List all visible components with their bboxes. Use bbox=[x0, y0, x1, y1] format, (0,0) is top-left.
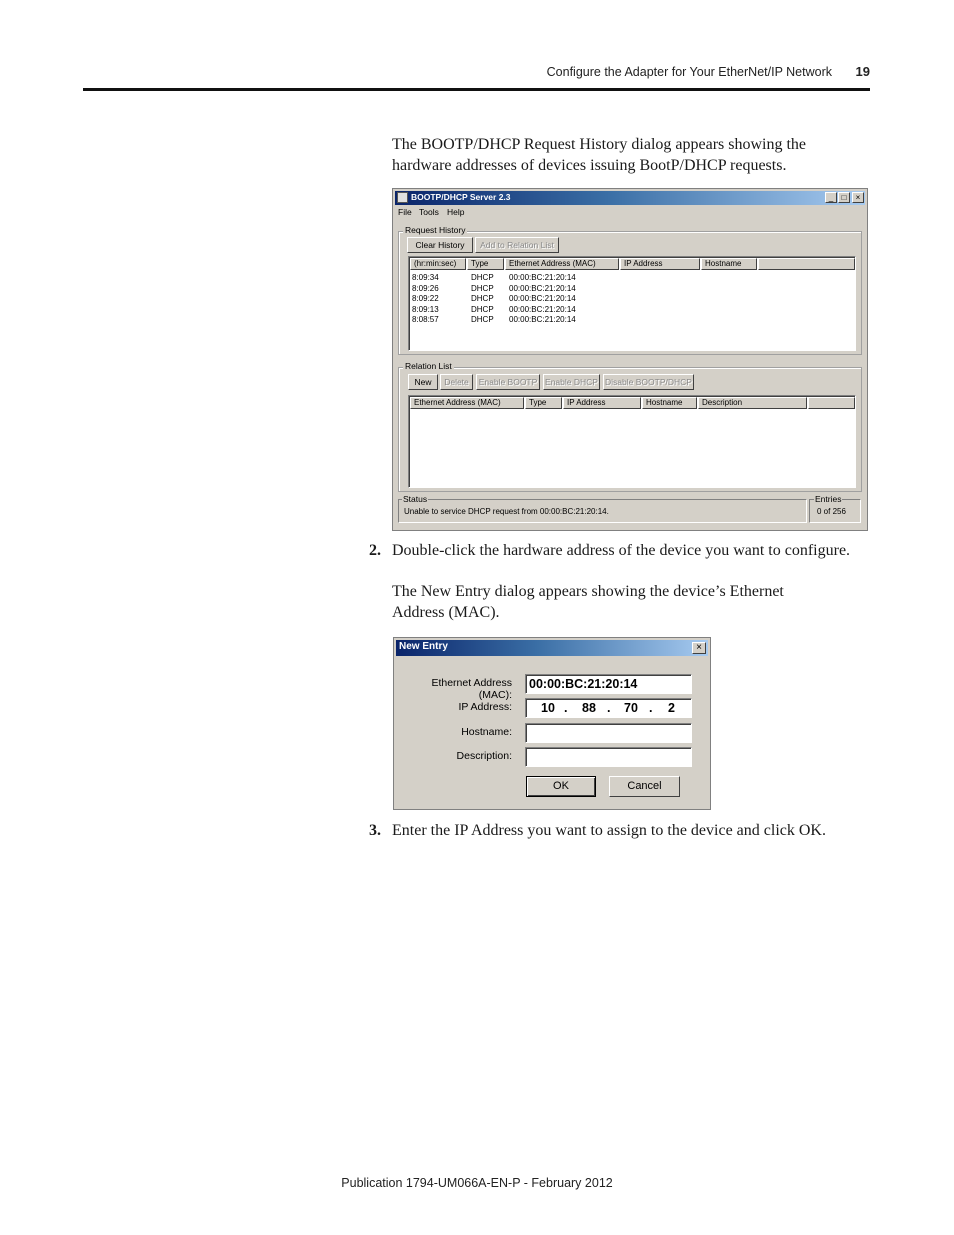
new-entry-title: New Entry bbox=[399, 641, 448, 652]
col-mac[interactable]: Ethernet Address (MAC) bbox=[505, 258, 619, 270]
col-time[interactable]: (hr:min:sec) bbox=[410, 258, 466, 270]
col-ip[interactable]: IP Address bbox=[563, 397, 641, 409]
hostname-field[interactable] bbox=[525, 723, 692, 743]
col-ip[interactable]: IP Address bbox=[620, 258, 700, 270]
ip-octet-4: 2 bbox=[668, 701, 675, 715]
new-entry-paragraph: The New Entry dialog appears showing the device’s Ethernet Address (MAC). bbox=[392, 583, 784, 621]
enable-dhcp-button[interactable]: Enable DHCP bbox=[543, 374, 600, 390]
ip-octet-3: 70 bbox=[624, 701, 638, 715]
step-3-number: 3. bbox=[369, 822, 381, 839]
col-filler bbox=[808, 397, 855, 409]
description-label: Description: bbox=[456, 750, 512, 762]
ip-address-field[interactable] bbox=[525, 698, 692, 718]
step-3-text: Enter the IP Address you want to assign to the device and click OK. bbox=[392, 822, 826, 839]
publication-footer: Publication 1794-UM066A-EN-P - February 2012 bbox=[341, 1176, 613, 1190]
hostname-label: Hostname: bbox=[461, 726, 512, 738]
request-history-label: Request History bbox=[405, 225, 466, 235]
col-type[interactable]: Type bbox=[467, 258, 504, 270]
close-icon[interactable]: × bbox=[852, 192, 864, 203]
clear-history-button[interactable]: Clear History bbox=[407, 237, 473, 253]
row-type[interactable]: DHCP bbox=[471, 273, 494, 282]
ip-separator: . bbox=[649, 701, 653, 715]
entries-count: 0 of 256 bbox=[817, 507, 846, 516]
bootp-window-title: BOOTP/DHCP Server 2.3 bbox=[411, 192, 511, 202]
relation-list-label: Relation List bbox=[405, 361, 452, 371]
ip-label: IP Address: bbox=[458, 701, 512, 713]
header-rule bbox=[83, 88, 870, 91]
description-field[interactable] bbox=[525, 747, 692, 767]
row-type[interactable]: DHCP bbox=[471, 315, 494, 325]
page-number: 19 bbox=[855, 64, 870, 79]
col-type[interactable]: Type bbox=[525, 397, 562, 409]
row-mac[interactable]: 00:00:BC:21:20:14 bbox=[509, 304, 576, 314]
app-icon bbox=[397, 192, 408, 203]
status-label: Status bbox=[403, 494, 428, 504]
row-mac[interactable]: 00:00:BC:21:20:14 bbox=[509, 283, 576, 293]
ip-octet-1: 10 bbox=[541, 701, 555, 715]
status-text: Unable to service DHCP request from 00:00:BC:21:20:14. bbox=[404, 507, 609, 516]
add-to-relation-list-button[interactable]: Add to Relation List bbox=[475, 237, 559, 253]
row-time[interactable]: 8:09:26 bbox=[412, 283, 439, 293]
mac-field[interactable]: 00:00:BC:21:20:14 bbox=[525, 674, 692, 694]
row-mac[interactable]: 00:00:BC:21:20:14 bbox=[509, 315, 576, 325]
new-entry-dialog bbox=[393, 637, 711, 810]
row-time[interactable]: 8:09:34 bbox=[412, 273, 439, 282]
mac-label: Ethernet Address (MAC): bbox=[431, 677, 512, 701]
new-button[interactable]: New bbox=[408, 374, 438, 390]
col-hostname[interactable]: Hostname bbox=[701, 258, 757, 270]
relation-list[interactable] bbox=[408, 395, 856, 488]
disable-bootp-dhcp-button[interactable]: Disable BOOTP/DHCP bbox=[603, 374, 694, 390]
row-time[interactable]: 8:08:57 bbox=[412, 315, 439, 325]
ip-octet-2: 88 bbox=[582, 701, 596, 715]
maximize-icon[interactable]: □ bbox=[838, 192, 850, 203]
row-mac[interactable]: 00:00:BC:21:20:14 bbox=[509, 294, 576, 304]
running-header-title: Configure the Adapter for Your EtherNet/IP Network bbox=[546, 65, 832, 79]
col-mac[interactable]: Ethernet Address (MAC) bbox=[410, 397, 524, 409]
delete-button[interactable]: Delete bbox=[440, 374, 473, 390]
entries-label: Entries bbox=[815, 494, 842, 504]
minimize-icon[interactable]: _ bbox=[825, 192, 837, 203]
col-filler bbox=[758, 258, 855, 270]
ip-separator: . bbox=[607, 701, 611, 715]
bootp-title-bar[interactable] bbox=[395, 191, 865, 205]
request-history-list[interactable] bbox=[408, 256, 856, 351]
enable-bootp-button[interactable]: Enable BOOTP bbox=[476, 374, 540, 390]
new-entry-title-bar[interactable] bbox=[396, 640, 708, 656]
intro-paragraph: The BOOTP/DHCP Request History dialog appears showing the hardware addresses of devices issuing BootP/DHCP requests. bbox=[392, 136, 807, 174]
menu-help[interactable]: Help bbox=[447, 207, 465, 217]
step-2-text: Double-click the hardware address of the device you want to configure. bbox=[392, 542, 851, 559]
row-time[interactable]: 8:09:22 bbox=[412, 294, 439, 304]
row-time[interactable]: 8:09:13 bbox=[412, 304, 439, 314]
row-mac[interactable]: 00:00:BC:21:20:14 bbox=[509, 273, 576, 282]
col-description[interactable]: Description bbox=[698, 397, 807, 409]
ip-separator: . bbox=[564, 701, 568, 715]
row-type[interactable]: DHCP bbox=[471, 294, 494, 304]
row-type[interactable]: DHCP bbox=[471, 304, 494, 314]
close-icon[interactable]: × bbox=[692, 642, 706, 654]
menu-tools[interactable]: Tools bbox=[419, 207, 439, 217]
step-2-number: 2. bbox=[369, 542, 381, 559]
menu-file[interactable]: File bbox=[398, 207, 412, 217]
row-type[interactable]: DHCP bbox=[471, 283, 494, 293]
cancel-button[interactable]: Cancel bbox=[609, 776, 680, 797]
col-hostname[interactable]: Hostname bbox=[642, 397, 697, 409]
ok-button[interactable]: OK bbox=[526, 776, 596, 797]
bootp-dhcp-window bbox=[392, 188, 868, 531]
